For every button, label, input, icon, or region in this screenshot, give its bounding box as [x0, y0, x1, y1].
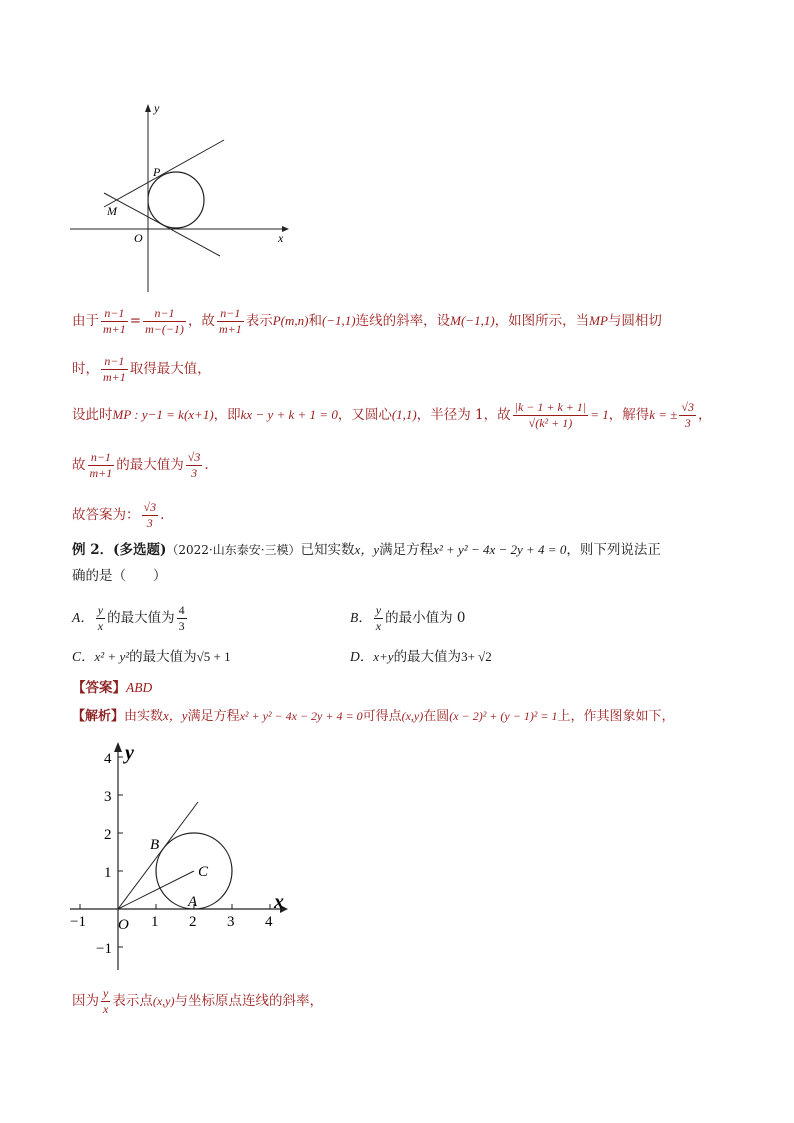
- source: （2022·山东泰安·三模）: [166, 543, 301, 557]
- x-tick-label: 2: [189, 914, 197, 930]
- numerator: n−1: [143, 306, 186, 322]
- text: ，半径为 1，故: [416, 407, 511, 423]
- text: 由实数: [124, 709, 164, 724]
- analysis-tag: 【解析】: [72, 709, 125, 724]
- text: 连线的斜率，设: [355, 313, 451, 329]
- label-C: C: [198, 864, 209, 880]
- fraction: [101, 986, 110, 1017]
- text: 可得点: [362, 709, 402, 724]
- label-O: O: [118, 917, 129, 933]
- numerator: y: [103, 986, 109, 1000]
- x-tick-marks: [80, 904, 270, 909]
- sol1-line-3: 设此时MP : y−1 = k(x+1)，即kx − y + k + 1 = 0，又圆心(1,1)，半径为 1，故 $\frac{|k - 1 + k + 1|}{\text{√(k² + 1)}}$ = 1，解得k = ± $\frac{√3}{3}$ ，: [72, 400, 712, 430]
- analysis-line: [72, 706, 675, 727]
- fraction: [142, 500, 159, 531]
- numerator: √3: [143, 500, 157, 514]
- fraction: [217, 306, 244, 337]
- math: x² + y² − 4x − 2y + 4 = 0: [433, 542, 567, 557]
- label-y: y: [125, 742, 134, 764]
- math: x+y: [373, 649, 394, 664]
- math: (x,y): [152, 994, 175, 1008]
- y-tick-label: 1: [104, 865, 112, 881]
- text: 因为: [72, 993, 99, 1009]
- text: 的最大值为: [129, 649, 197, 665]
- x-tick-label: 4: [265, 914, 273, 930]
- numerator: n−1: [101, 354, 128, 370]
- option-label: D．: [350, 649, 374, 664]
- math: 3+ √2: [461, 649, 492, 664]
- label-A: A: [188, 894, 198, 910]
- text: 在圆: [423, 709, 450, 724]
- numerator: |k − 1 + k + 1|: [514, 400, 587, 414]
- example-label: 例 2．(多选题): [72, 542, 167, 558]
- tangent-line-upper: [104, 140, 224, 207]
- math: x² + y² − 4x − 2y + 4 = 0: [239, 709, 363, 723]
- text: ，即: [213, 407, 241, 423]
- figure-1-tangent: [70, 100, 295, 295]
- math: x，y: [163, 708, 188, 723]
- fraction: [143, 306, 186, 337]
- numerator: √3: [681, 400, 694, 414]
- numerator: y: [375, 603, 382, 617]
- text: 与坐标原点连线的斜率，: [174, 993, 323, 1009]
- option-b: [350, 603, 465, 634]
- y-tick-label: 3: [104, 789, 112, 805]
- label-y: y: [154, 101, 160, 115]
- text: 设此时: [72, 407, 113, 423]
- tangent-line-lower: [104, 193, 220, 256]
- fraction: [96, 603, 105, 634]
- label-x: x: [274, 891, 284, 913]
- math: (x,y): [401, 709, 424, 723]
- text: 表示: [245, 313, 273, 329]
- figure-2-circle: [70, 738, 300, 976]
- x-tick-label: 1: [151, 914, 159, 930]
- y-tick-label: 2: [104, 827, 112, 843]
- fraction: [186, 450, 203, 481]
- text: 和: [308, 313, 322, 329]
- sol1-line-2: [72, 354, 211, 385]
- text: ，则下列说法正: [566, 542, 661, 558]
- label-B: B: [150, 837, 160, 853]
- denominator: m−(−1): [145, 322, 184, 336]
- math: k = ±: [649, 407, 678, 422]
- option-label: B．: [350, 610, 372, 625]
- text: 由于: [72, 313, 99, 329]
- text: 故: [72, 457, 86, 473]
- fraction: [101, 306, 128, 337]
- text: .: [160, 507, 165, 523]
- denominator: m+1: [103, 370, 126, 384]
- sol1-line-1: 由于 $\frac{n-1}{m+1}$ = $\frac{n-1}{m-(-1)}$ ，故 $\frac{n-1}{m+1}$ 表示P(m,n)和(−1,1)连线的斜率，设M(−1,1)，如图所示，当MP与圆相切: [72, 306, 662, 336]
- text: ，故: [187, 313, 215, 329]
- text: 满足方程: [187, 709, 240, 724]
- numerator: n−1: [88, 450, 115, 466]
- numerator: n−1: [101, 306, 128, 322]
- math: x，y: [354, 542, 380, 557]
- option-c: [72, 647, 231, 667]
- numerator: √3: [187, 450, 201, 464]
- text: 故答案为：: [72, 507, 140, 523]
- label-O: O: [134, 231, 143, 245]
- text: 上，作其图象如下，: [557, 709, 675, 724]
- fraction: [177, 603, 187, 634]
- text: 的最大值为: [393, 649, 462, 665]
- text: 取得最大值，: [129, 361, 211, 377]
- fraction: [679, 400, 696, 431]
- fraction: [374, 603, 383, 634]
- text: .: [204, 457, 209, 473]
- math: M(−1,1): [450, 313, 495, 328]
- label-x: x: [278, 231, 284, 245]
- numerator: 4: [178, 603, 185, 617]
- numerator: y: [97, 603, 104, 617]
- y-tick-label: −1: [96, 941, 112, 957]
- math: kx − y + k + 1 = 0: [240, 407, 338, 422]
- option-label: C．: [72, 649, 95, 664]
- math: MP : y−1 = k(x+1): [112, 407, 214, 422]
- math: √5 + 1: [196, 649, 231, 664]
- text: 的最小值为 0: [385, 610, 466, 626]
- label-P: P: [153, 165, 161, 179]
- answer-tag: 【答案】: [72, 680, 126, 696]
- text: 的最大值为: [107, 610, 175, 626]
- option-d: [350, 647, 492, 667]
- x-tick-label: −1: [70, 914, 86, 930]
- ex2-line-1: [72, 540, 661, 560]
- math: (x − 2)² + (y − 1)² = 1: [449, 709, 558, 723]
- text: 的最大值为: [116, 457, 184, 473]
- math: (−1,1): [321, 313, 356, 328]
- sol1-line-4: [72, 450, 209, 481]
- sol1-line-5: [72, 500, 164, 531]
- math: MP: [589, 313, 608, 328]
- option-a: [72, 603, 189, 634]
- y-axis-arrow: [114, 742, 122, 752]
- denominator: √(k² + 1): [528, 416, 573, 430]
- last-line: [72, 986, 323, 1017]
- text: ，解得: [608, 407, 650, 423]
- circle: [148, 172, 204, 228]
- answer: ABD: [126, 680, 153, 695]
- denominator: 3: [146, 516, 153, 530]
- label-M: M: [107, 204, 117, 218]
- math: = 1: [590, 407, 609, 422]
- fraction: [88, 450, 115, 481]
- text: ，如图所示，当: [494, 313, 590, 329]
- denominator: x: [97, 619, 104, 633]
- math: P(m,n): [272, 313, 309, 328]
- text: 时，: [72, 361, 99, 377]
- text: 与圆相切: [607, 313, 662, 329]
- denominator: m+1: [89, 466, 113, 480]
- fraction: [513, 400, 589, 431]
- ex2-line-2: 确的是（ ）: [72, 568, 167, 584]
- math: (1,1): [391, 407, 417, 422]
- denominator: x: [375, 619, 382, 633]
- x-tick-label: 3: [227, 914, 235, 930]
- text: 已知实数: [300, 542, 355, 558]
- fraction: [101, 354, 128, 385]
- denominator: m+1: [218, 322, 242, 336]
- answer-line: [72, 678, 152, 698]
- y-tick-label: 4: [104, 751, 112, 767]
- text: 满足方程: [379, 542, 434, 558]
- tangent-line-OB: [118, 802, 198, 909]
- numerator: n−1: [217, 306, 244, 322]
- option-label: A．: [72, 610, 94, 625]
- text: ，又圆心: [337, 407, 392, 423]
- denominator: 3: [178, 619, 185, 633]
- text: 表示点: [112, 993, 153, 1009]
- y-axis-arrow: [145, 104, 151, 112]
- denominator: 3: [191, 466, 198, 480]
- denominator: x: [103, 1002, 109, 1016]
- math: x² + y²: [94, 649, 130, 664]
- denominator: 3: [684, 416, 691, 430]
- denominator: m+1: [103, 322, 126, 336]
